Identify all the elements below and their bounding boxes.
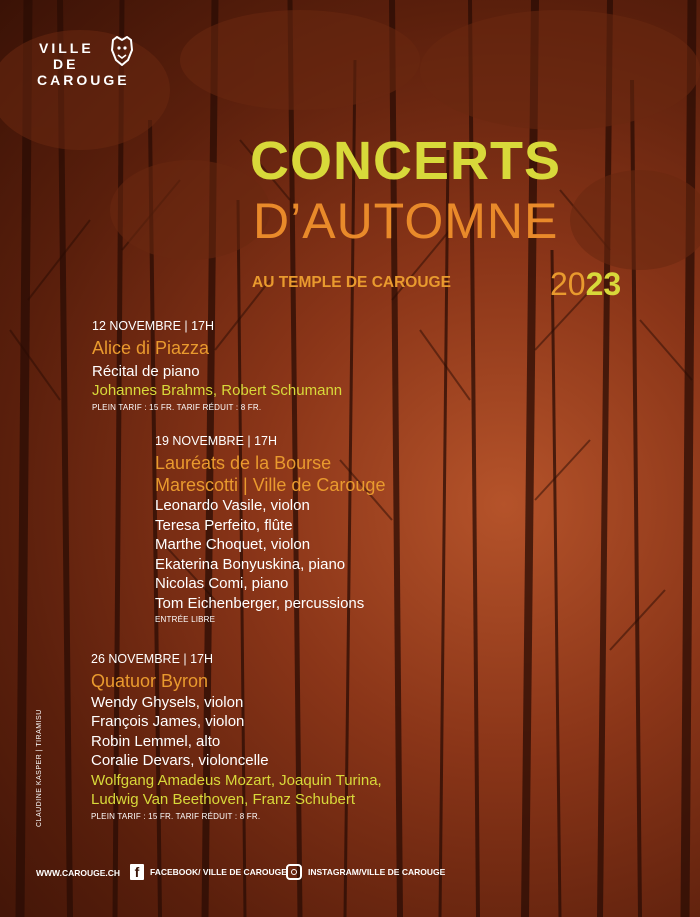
performer: Marthe Choquet, violon <box>155 536 311 554</box>
concert-price: PLEIN TARIF : 15 FR. TARIF RÉDUIT : 8 FR. <box>92 402 262 412</box>
ville-de-carouge-logo <box>37 36 157 96</box>
performer: Robin Lemmel, alto <box>91 732 221 750</box>
year-suffix: 23 <box>585 266 622 302</box>
year-prefix: 20 <box>550 266 586 302</box>
footer-instagram[interactable] <box>286 864 445 880</box>
concert-name: Alice di Piazza <box>92 338 210 358</box>
instagram-icon <box>286 864 302 880</box>
footer-website[interactable] <box>36 868 120 878</box>
concert-date: 26 NOVEMBRE | 17H <box>91 652 214 666</box>
year <box>550 268 621 300</box>
performer: Tom Eichenberger, percussions <box>155 594 365 612</box>
performer: Teresa Perfeito, flûte <box>155 516 293 534</box>
concert-name: Quatuor Byron <box>91 671 209 691</box>
lion-head-icon <box>111 36 133 66</box>
performer: François James, violon <box>91 713 245 731</box>
performer: Coralie Devars, violoncelle <box>91 752 269 770</box>
footer-facebook[interactable] <box>130 864 287 880</box>
concert-price: PLEIN TARIF : 15 FR. TARIF RÉDUIT : 8 FR. <box>91 811 261 821</box>
concert-description: Récital de piano <box>92 362 200 380</box>
concert-name-line-2: Marescotti | Ville de Carouge <box>155 474 386 495</box>
subtitle-venue: AU TEMPLE DE CAROUGE <box>252 274 451 291</box>
title-automne: D’AUTOMNE <box>253 193 559 249</box>
performer: Ekaterina Bonyuskina, piano <box>155 555 346 573</box>
concert-name-line-1: Lauréats de la Bourse <box>155 453 332 473</box>
logo-line-2: DE <box>53 56 79 72</box>
concert-3 <box>91 652 382 821</box>
concert-price: ENTRÉE LIBRE <box>155 615 216 625</box>
title-concerts: CONCERTS <box>250 131 562 191</box>
instagram-link[interactable]: INSTAGRAM/VILLE DE CAROUGE <box>308 867 446 877</box>
concert-date: 12 NOVEMBRE | 17H <box>92 319 215 333</box>
performer: Leonardo Vasile, violon <box>155 497 310 515</box>
website-link[interactable]: WWW.CAROUGE.CH <box>36 868 121 878</box>
concert-2 <box>155 434 385 624</box>
facebook-link[interactable]: FACEBOOK/ VILLE DE CAROUGE <box>150 867 287 877</box>
facebook-icon: f <box>130 864 144 880</box>
concert-composers-line-2: Ludwig Van Beethoven, Franz Schubert <box>91 791 356 809</box>
concert-1 <box>92 319 342 412</box>
concert-composers-line-1: Wolfgang Amadeus Mozart, Joaquin Turina, <box>91 771 382 789</box>
photo-credit: CLAUDINE KASPER | TIRAMISU <box>36 709 43 827</box>
performer: Wendy Ghysels, violon <box>91 693 244 711</box>
performer: Nicolas Comi, piano <box>155 575 289 593</box>
logo-line-3: CAROUGE <box>37 72 130 88</box>
concert-composers: Johannes Brahms, Robert Schumann <box>92 382 343 400</box>
concert-date: 19 NOVEMBRE | 17H <box>155 434 278 448</box>
logo-line-1: VILLE <box>39 40 94 56</box>
